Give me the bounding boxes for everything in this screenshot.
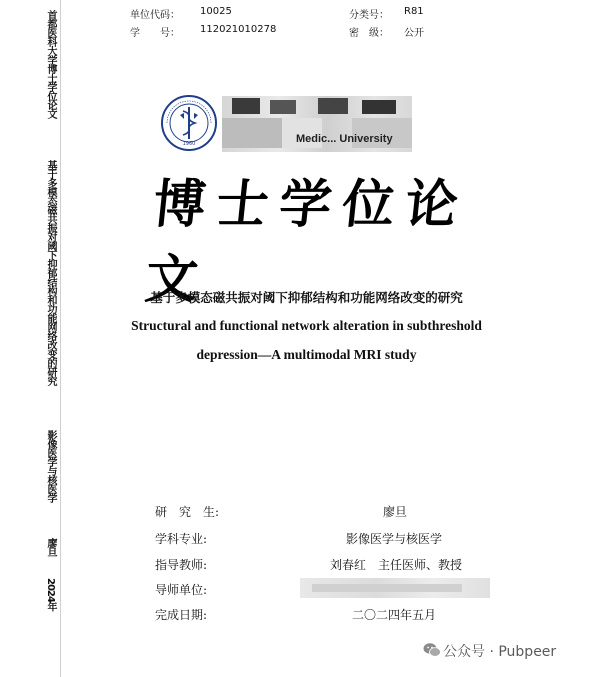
unit-code-label: 单位代码： <box>130 10 180 21</box>
student-value: 廖旦 <box>383 505 408 519</box>
thesis-title-en-line1: Structural and functional network alteration in subthreshold <box>131 318 482 333</box>
thesis-title-cn: 基于多模态磁共振对阈下抑郁结构和功能网络改变的研究 <box>150 290 463 305</box>
class-code-value: R81 <box>404 6 424 17</box>
university-english-name: Medic... University <box>296 133 393 145</box>
spine-thesis-title: 基于多模态磁共振对阈下抑郁结构和功能网络改变的研究 <box>45 160 56 385</box>
supervisor-value: 刘春红 主任医师、教授 <box>330 558 463 572</box>
major-label: 学科专业: <box>155 532 208 546</box>
supervisor-unit-label: 导师单位: <box>155 583 208 597</box>
major-value: 影像医学与核医学 <box>346 532 443 546</box>
spine-divider <box>60 0 61 677</box>
watermark-text: 公众号 · Pubpeer <box>443 644 557 660</box>
redacted-supervisor-unit <box>300 578 490 598</box>
student-id-value: 112021010278 <box>200 24 277 35</box>
spine-author: 廖旦 <box>45 538 56 556</box>
university-seal-icon <box>161 95 217 151</box>
student-id-label: 学 号： <box>130 28 180 39</box>
supervisor-label: 指导教师: <box>155 558 208 572</box>
unit-code-value: 10025 <box>200 6 232 17</box>
student-label: 研 究 生: <box>155 505 220 519</box>
date-value: 二〇二四年五月 <box>352 608 437 622</box>
spine <box>22 0 56 677</box>
spine-year: 2024年 <box>45 578 56 611</box>
spine-thesis-type: 首都医科大学博士学位论文 <box>45 10 56 118</box>
redacted-university-name <box>222 96 412 152</box>
class-code-label: 分类号： <box>349 10 389 21</box>
spine-major: 影像医学与核医学 <box>45 430 56 502</box>
thesis-title-en-line2: depression—A multimodal MRI study <box>196 347 417 362</box>
wechat-icon <box>423 642 441 658</box>
big-title: 博士学位论文 <box>142 174 472 310</box>
secret-level-value: 公开 <box>404 28 424 39</box>
secret-level-label: 密 级： <box>349 28 389 39</box>
seal-year: 1960 <box>182 141 196 147</box>
date-label: 完成日期: <box>155 608 208 622</box>
